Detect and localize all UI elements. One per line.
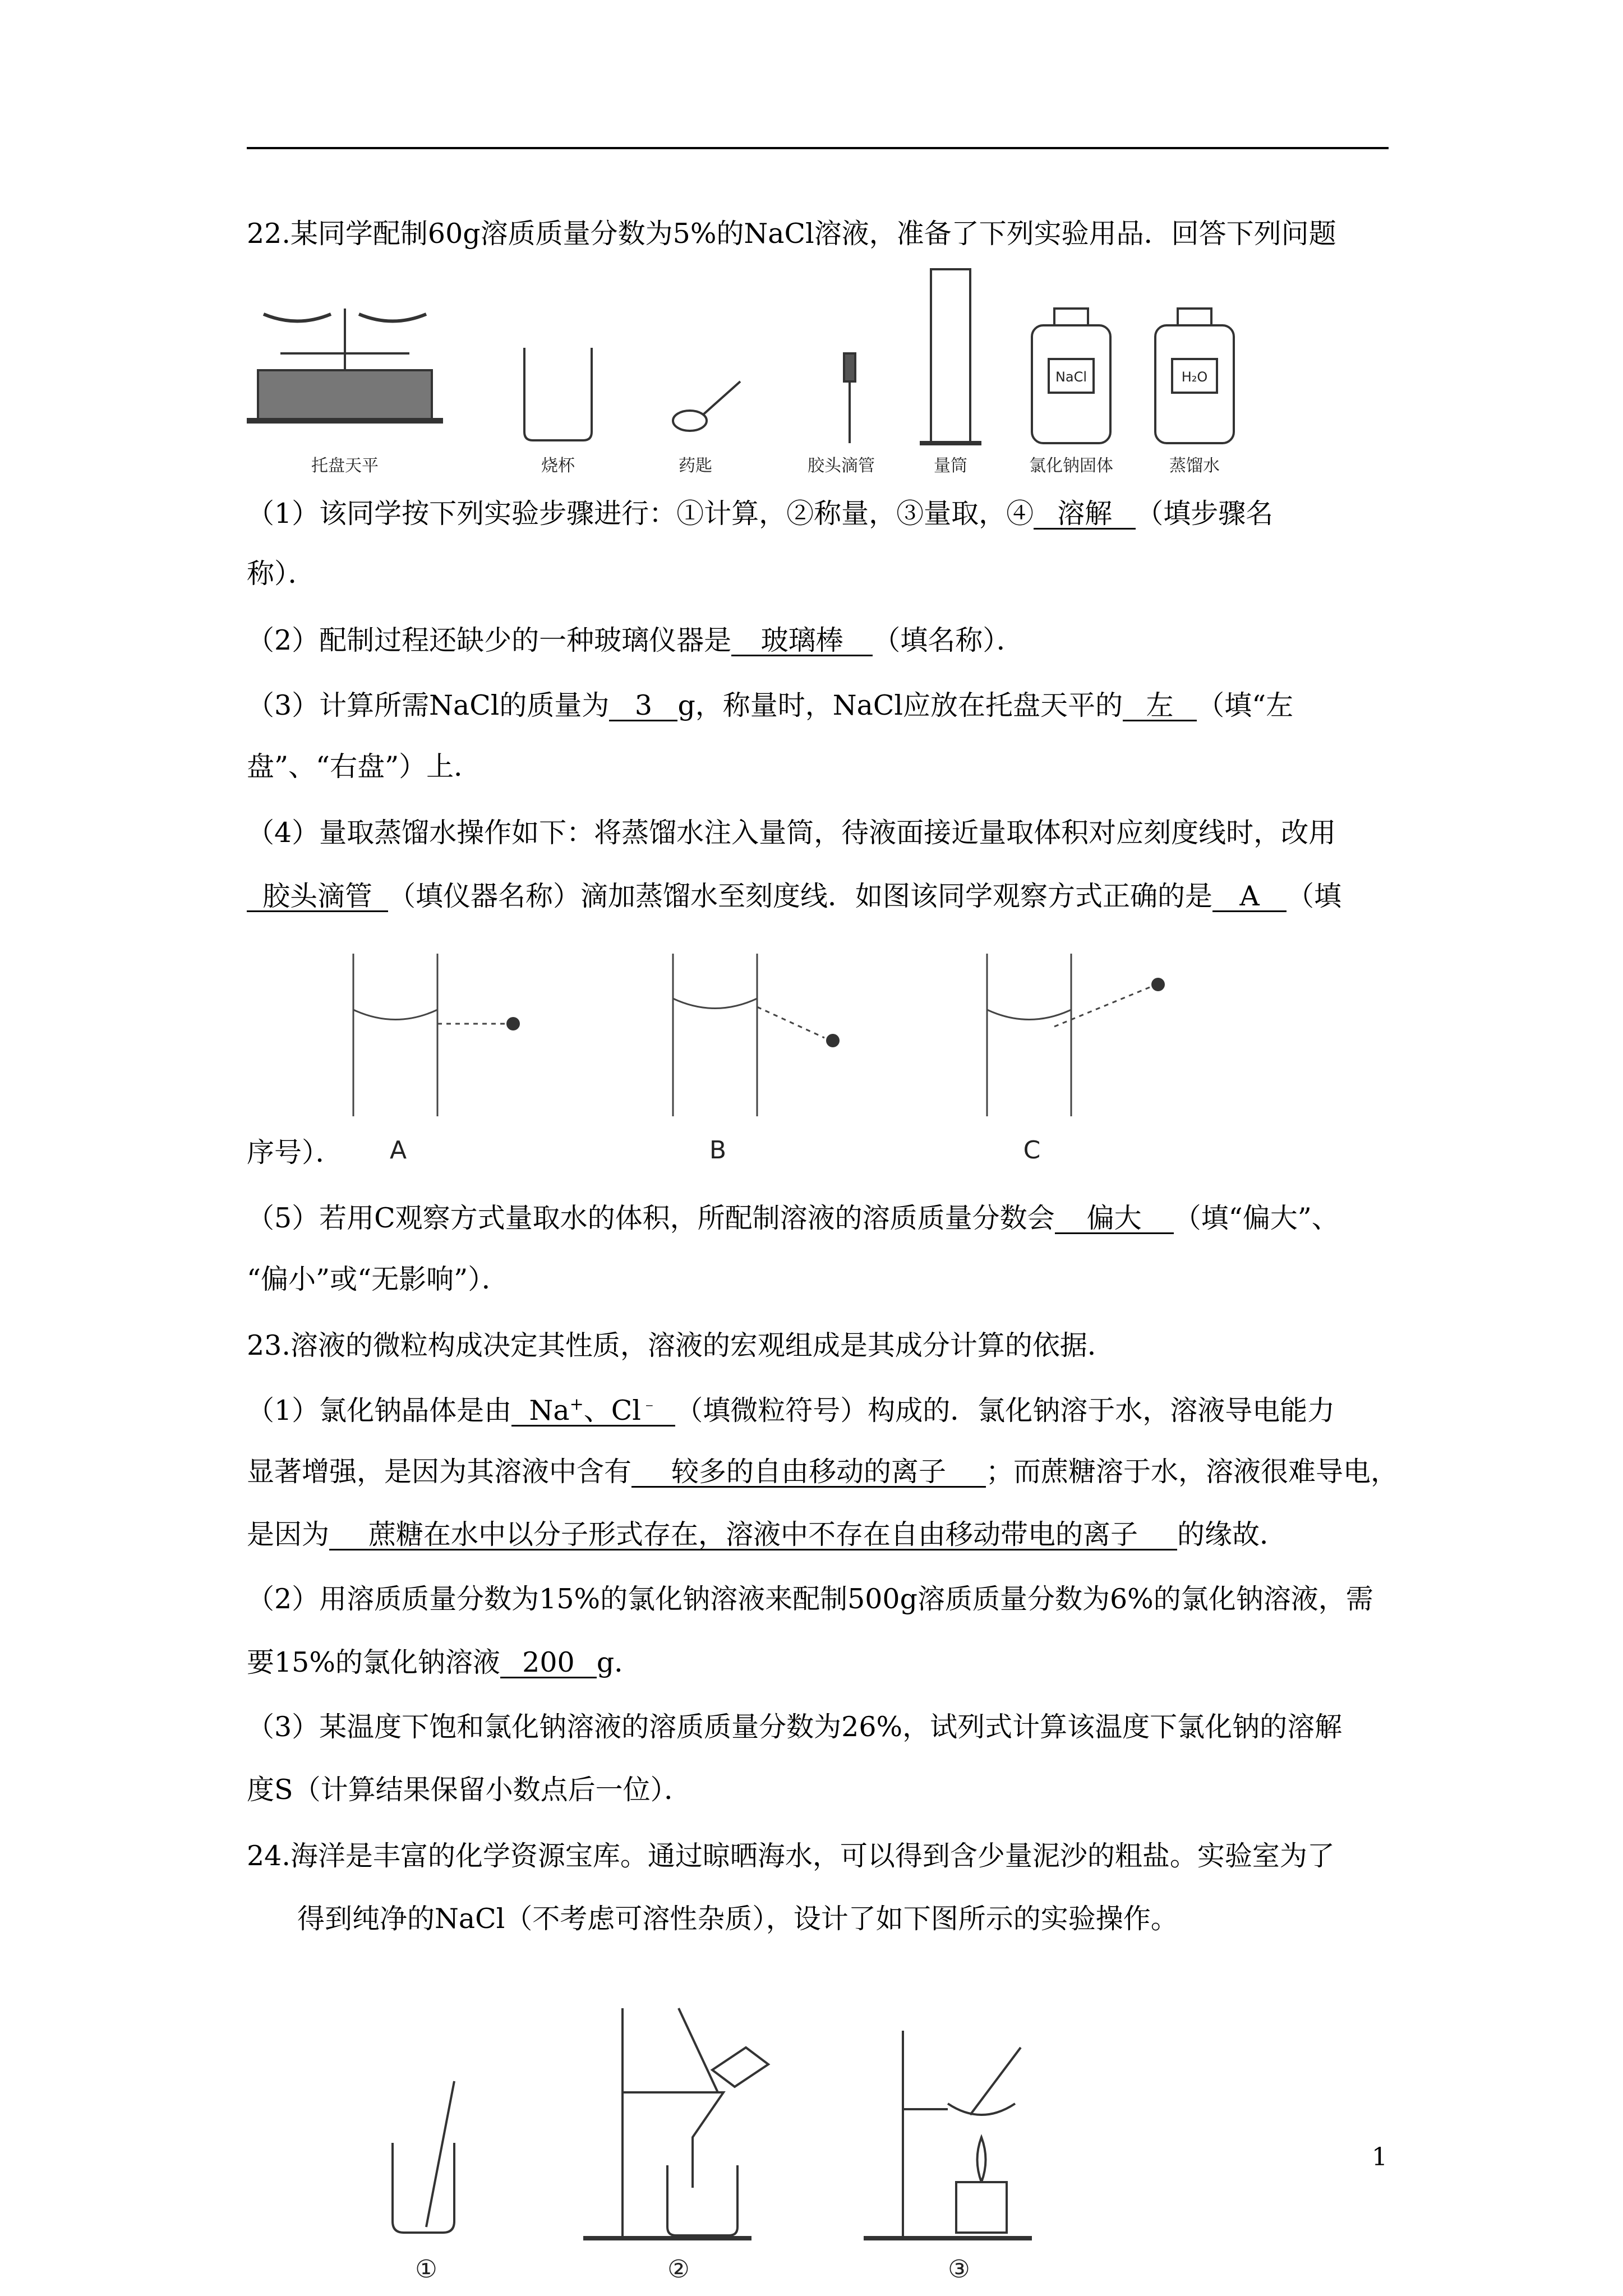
q22-p5: （5）若用C观察方式量取水的体积，所配制溶液的溶质质量分数会 偏大 （填“偏大”、 [247,1202,1339,1234]
q22-p4-end: 序号）． [247,1137,343,1168]
page-number: 1 [1372,2143,1387,2171]
label-dropper: 胶头滴管 [808,456,875,476]
label-beaker: 烧杯 [541,456,575,476]
q24-procedure-figure [387,1986,1138,2289]
fig-label-1: ① [415,2255,437,2284]
q22-p3-cont: 盘”、“右盘”）上． [247,751,482,783]
q22-meniscus-figure [348,948,1357,1172]
bottle-label-water: H₂O [1181,369,1208,385]
q23-stem: 23.溶液的微粒构成决定其性质，溶液的宏观组成是其成分计算的依据． [247,1329,1115,1361]
q23-p2: （2）用溶质质量分数为15%的氯化钠溶液来配制500g溶质质量分数为6%的氯化钠溶液，需 [247,1583,1373,1615]
q23-p3: （3）某温度下饱和氯化钠溶液的溶质质量分数为26%，试列式计算该温度下氯化钠的溶解 [247,1711,1343,1743]
fig-label-c: C [1023,1136,1041,1165]
fig-label-a: A [389,1136,407,1165]
q22-p1-cont: 称）． [247,558,316,590]
q22-equipment-figure [247,264,1368,477]
q22-p4-cont: 胶头滴管 （填仪器名称）滴加蒸馏水至刻度线．如图该同学观察方式正确的是 A （填 [247,882,1341,912]
header-rule [247,147,1389,149]
q24-stem-cont: 得到纯净的NaCl（不考虑可溶性杂质），设计了如下图所示的实验操作。 [297,1903,1178,1935]
beaker-icon [524,348,592,440]
balance-base-icon [258,370,432,421]
bottle-label-nacl: NaCl [1055,369,1087,385]
q22-p5-cont: “偏小”或“无影响”）． [247,1263,509,1295]
q22-p3: （3）计算所需NaCl的质量为 3 g，称量时，NaCl应放在托盘天平的 左 （填“左 [247,689,1294,721]
label-balance: 托盘天平 [311,456,379,476]
q22-p2: （2）配制过程还缺少的一种玻璃仪器是 玻璃棒 （填名称）． [247,624,1024,656]
q22-p4: （4）量取蒸馏水操作如下：将蒸馏水注入量筒，待液面接近量取体积对应刻度线时，改用 [247,817,1336,849]
label-cylinder: 量筒 [934,456,967,476]
q23-p1-cont1: 显著增强，是因为其溶液中含有 较多的自由移动的离子 ；而蔗糖溶于水，溶液很难导电， [247,1456,1399,1488]
label-nacl-solid: 氯化钠固体 [1029,456,1113,476]
q23-p2-cont: 要15%的氯化钠溶液 200 g． [247,1646,642,1678]
q23-p1-cont2: 是因为 蔗糖在水中以分子形式存在，溶液中不存在自由移动带电的离子 的缘故． [247,1519,1288,1550]
fig-label-2: ② [667,2255,690,2284]
q22-p1: （1）该同学按下列实验步骤进行：①计算，②称量，③量取，④ 溶解 （填步骤名 [247,498,1274,530]
label-distilled-water: 蒸馏水 [1169,456,1220,476]
q23-p1: （1）氯化钠晶体是由 Na+、Cl﹣ （填微粒符号）构成的．氯化钠溶于水，溶液导电能力 [247,1395,1335,1427]
fig-label-3: ③ [948,2255,970,2284]
q22-stem: 22.某同学配制60g溶质质量分数为5%的NaCl溶液，准备了下列实验用品．回答下列问题 [247,218,1336,250]
label-spoon: 药匙 [679,456,712,476]
fig-label-b: B [709,1136,727,1165]
q23-p3-cont: 度S（计算结果保留小数点后一位）． [247,1774,692,1806]
q24-stem: 24.海洋是丰富的化学资源宝库。通过晾晒海水，可以得到含少量泥沙的粗盐。实验室为了 [247,1840,1335,1872]
